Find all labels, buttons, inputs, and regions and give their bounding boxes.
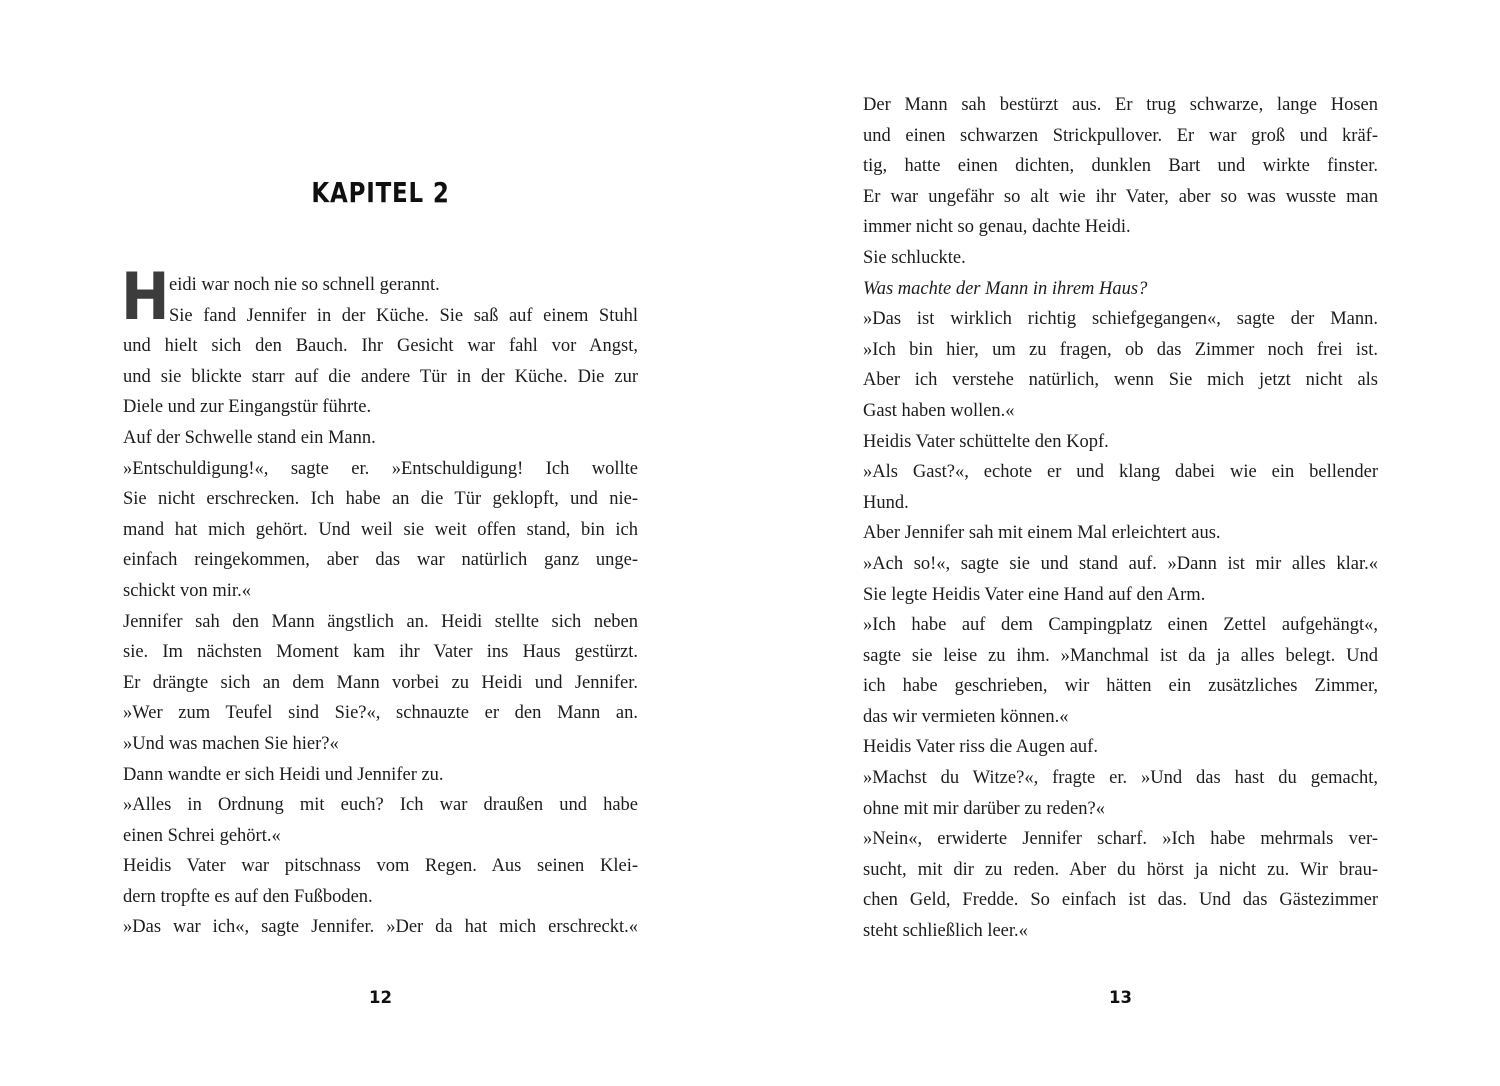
text-line: und einen schwarzen Strickpullover. Er war groß und kräf- [863, 125, 1378, 146]
text-line: »Das ist wirklich richtig schiefgegangen«, sagte der Mann. [863, 309, 1378, 330]
text-line: »Machst du Witze?«, fragte er. »Und das hast du gemacht, [863, 768, 1378, 789]
text-line: »Ich habe auf dem Campingplatz einen Zettel aufgehängt«, [863, 615, 1378, 636]
text-line: »Wer zum Teufel sind Sie?«, schnauzte er den Mann an. [123, 703, 638, 724]
drop-cap: H [121, 258, 170, 335]
text-line: Heidis Vater war pitschnass vom Regen. Aus seinen Klei- [123, 856, 638, 877]
text-line: Jennifer sah den Mann ängstlich an. Heidi stellte sich neben [123, 611, 638, 632]
text-line: Sie nicht erschrecken. Ich habe an die Tür geklopft, und nie- [123, 489, 638, 510]
text-line: ich habe geschrieben, wir hätten ein zusätzliches Zimmer, [863, 676, 1378, 697]
text-line: und hielt sich den Bauch. Ihr Gesicht war fahl vor Angst, [123, 336, 638, 357]
text-line: Er war ungefähr so alt wie ihr Vater, aber so was wusste man [863, 186, 1378, 207]
text-line: sie. Im nächsten Moment kam ihr Vater ins Haus gestürzt. [123, 642, 638, 663]
page-number-left: 12 [369, 988, 392, 1007]
text-line: Er drängte sich an dem Mann vorbei zu Heidi und Jennifer. [123, 672, 638, 693]
text-line: Was machte der Mann in ihrem Haus? [863, 278, 1148, 299]
text-line: dern tropfte es auf den Fußboden. [123, 886, 373, 907]
text-line: und sie blickte starr auf die andere Tür in der Küche. Die zur [123, 366, 638, 387]
text-line: »Alles in Ordnung mit euch? Ich war draußen und habe [123, 795, 638, 816]
text-line: Dann wandte er sich Heidi und Jennifer zu. [123, 764, 444, 785]
text-line: sucht, mit dir zu reden. Aber du hörst ja nicht zu. Wir brau- [863, 859, 1378, 880]
text-line: ohne mit mir darüber zu reden?« [863, 798, 1105, 819]
chapter-title: KAPITEL 2 [311, 176, 450, 209]
page-number-right: 13 [1109, 988, 1132, 1007]
text-line: mand hat mich gehört. Und weil sie weit offen stand, bin ich [123, 519, 638, 540]
text-line: immer nicht so genau, dachte Heidi. [863, 217, 1131, 238]
text-line: Heidis Vater schüttelte den Kopf. [863, 431, 1109, 452]
text-line: tig, hatte einen dichten, dunklen Bart und wirkte finster. [863, 156, 1378, 177]
text-line: »Als Gast?«, echote er und klang dabei wie ein bellender [863, 462, 1378, 483]
text-line: Sie legte Heidis Vater eine Hand auf den Arm. [863, 584, 1206, 605]
text-line: chen Geld, Fredde. So einfach ist das. Und das Gästezimmer [863, 890, 1378, 911]
text-line: eidi war noch nie so schnell gerannt. [169, 275, 440, 295]
text-line: »Nein«, erwiderte Jennifer scharf. »Ich habe mehrmals ver- [863, 829, 1378, 850]
page-text [121, 258, 638, 943]
text-line: Gast haben wollen.« [863, 400, 1015, 421]
text-line: schickt von mir.« [123, 580, 251, 601]
text-line: »Ach so!«, sagte sie und stand auf. »Dann ist mir alles klar.« [863, 553, 1378, 574]
text-line: sagte sie leise zu ihm. »Manchmal ist da ja alles belegt. Und [863, 645, 1378, 666]
text-line: Aber ich verstehe natürlich, wenn Sie mich jetzt nicht als [863, 370, 1378, 391]
text-line: »Ich bin hier, um zu fragen, ob das Zimmer noch frei ist. [863, 339, 1378, 360]
text-line: Sie fand Jennifer in der Küche. Sie saß auf einem Stuhl [169, 305, 638, 326]
text-line: das wir vermieten können.« [863, 706, 1069, 727]
text-line: Hund. [863, 492, 909, 513]
text-line: einfach reingekommen, aber das war natürlich ganz unge- [123, 550, 638, 571]
page-left [123, 0, 638, 1086]
text-line: einen Schrei gehört.« [123, 825, 281, 846]
page-text [863, 90, 1378, 947]
text-line: »Das war ich«, sagte Jennifer. »Der da hat mich erschreckt.« [123, 917, 638, 938]
text-line: »Entschuldigung!«, sagte er. »Entschuldigung! Ich wollte [123, 458, 638, 479]
page-right [863, 0, 1378, 1086]
text-line: Aber Jennifer sah mit einem Mal erleichtert aus. [863, 523, 1221, 544]
text-line: Sie schluckte. [863, 247, 966, 268]
text-line: »Und was machen Sie hier?« [123, 733, 339, 754]
text-line: Der Mann sah bestürzt aus. Er trug schwarze, lange Hosen [863, 95, 1378, 115]
text-line: Auf der Schwelle stand ein Mann. [123, 427, 376, 448]
text-line: steht schließlich leer.« [863, 921, 1028, 942]
text-line: Diele und zur Eingangstür führte. [123, 397, 372, 418]
text-line: Heidis Vater riss die Augen auf. [863, 737, 1098, 758]
